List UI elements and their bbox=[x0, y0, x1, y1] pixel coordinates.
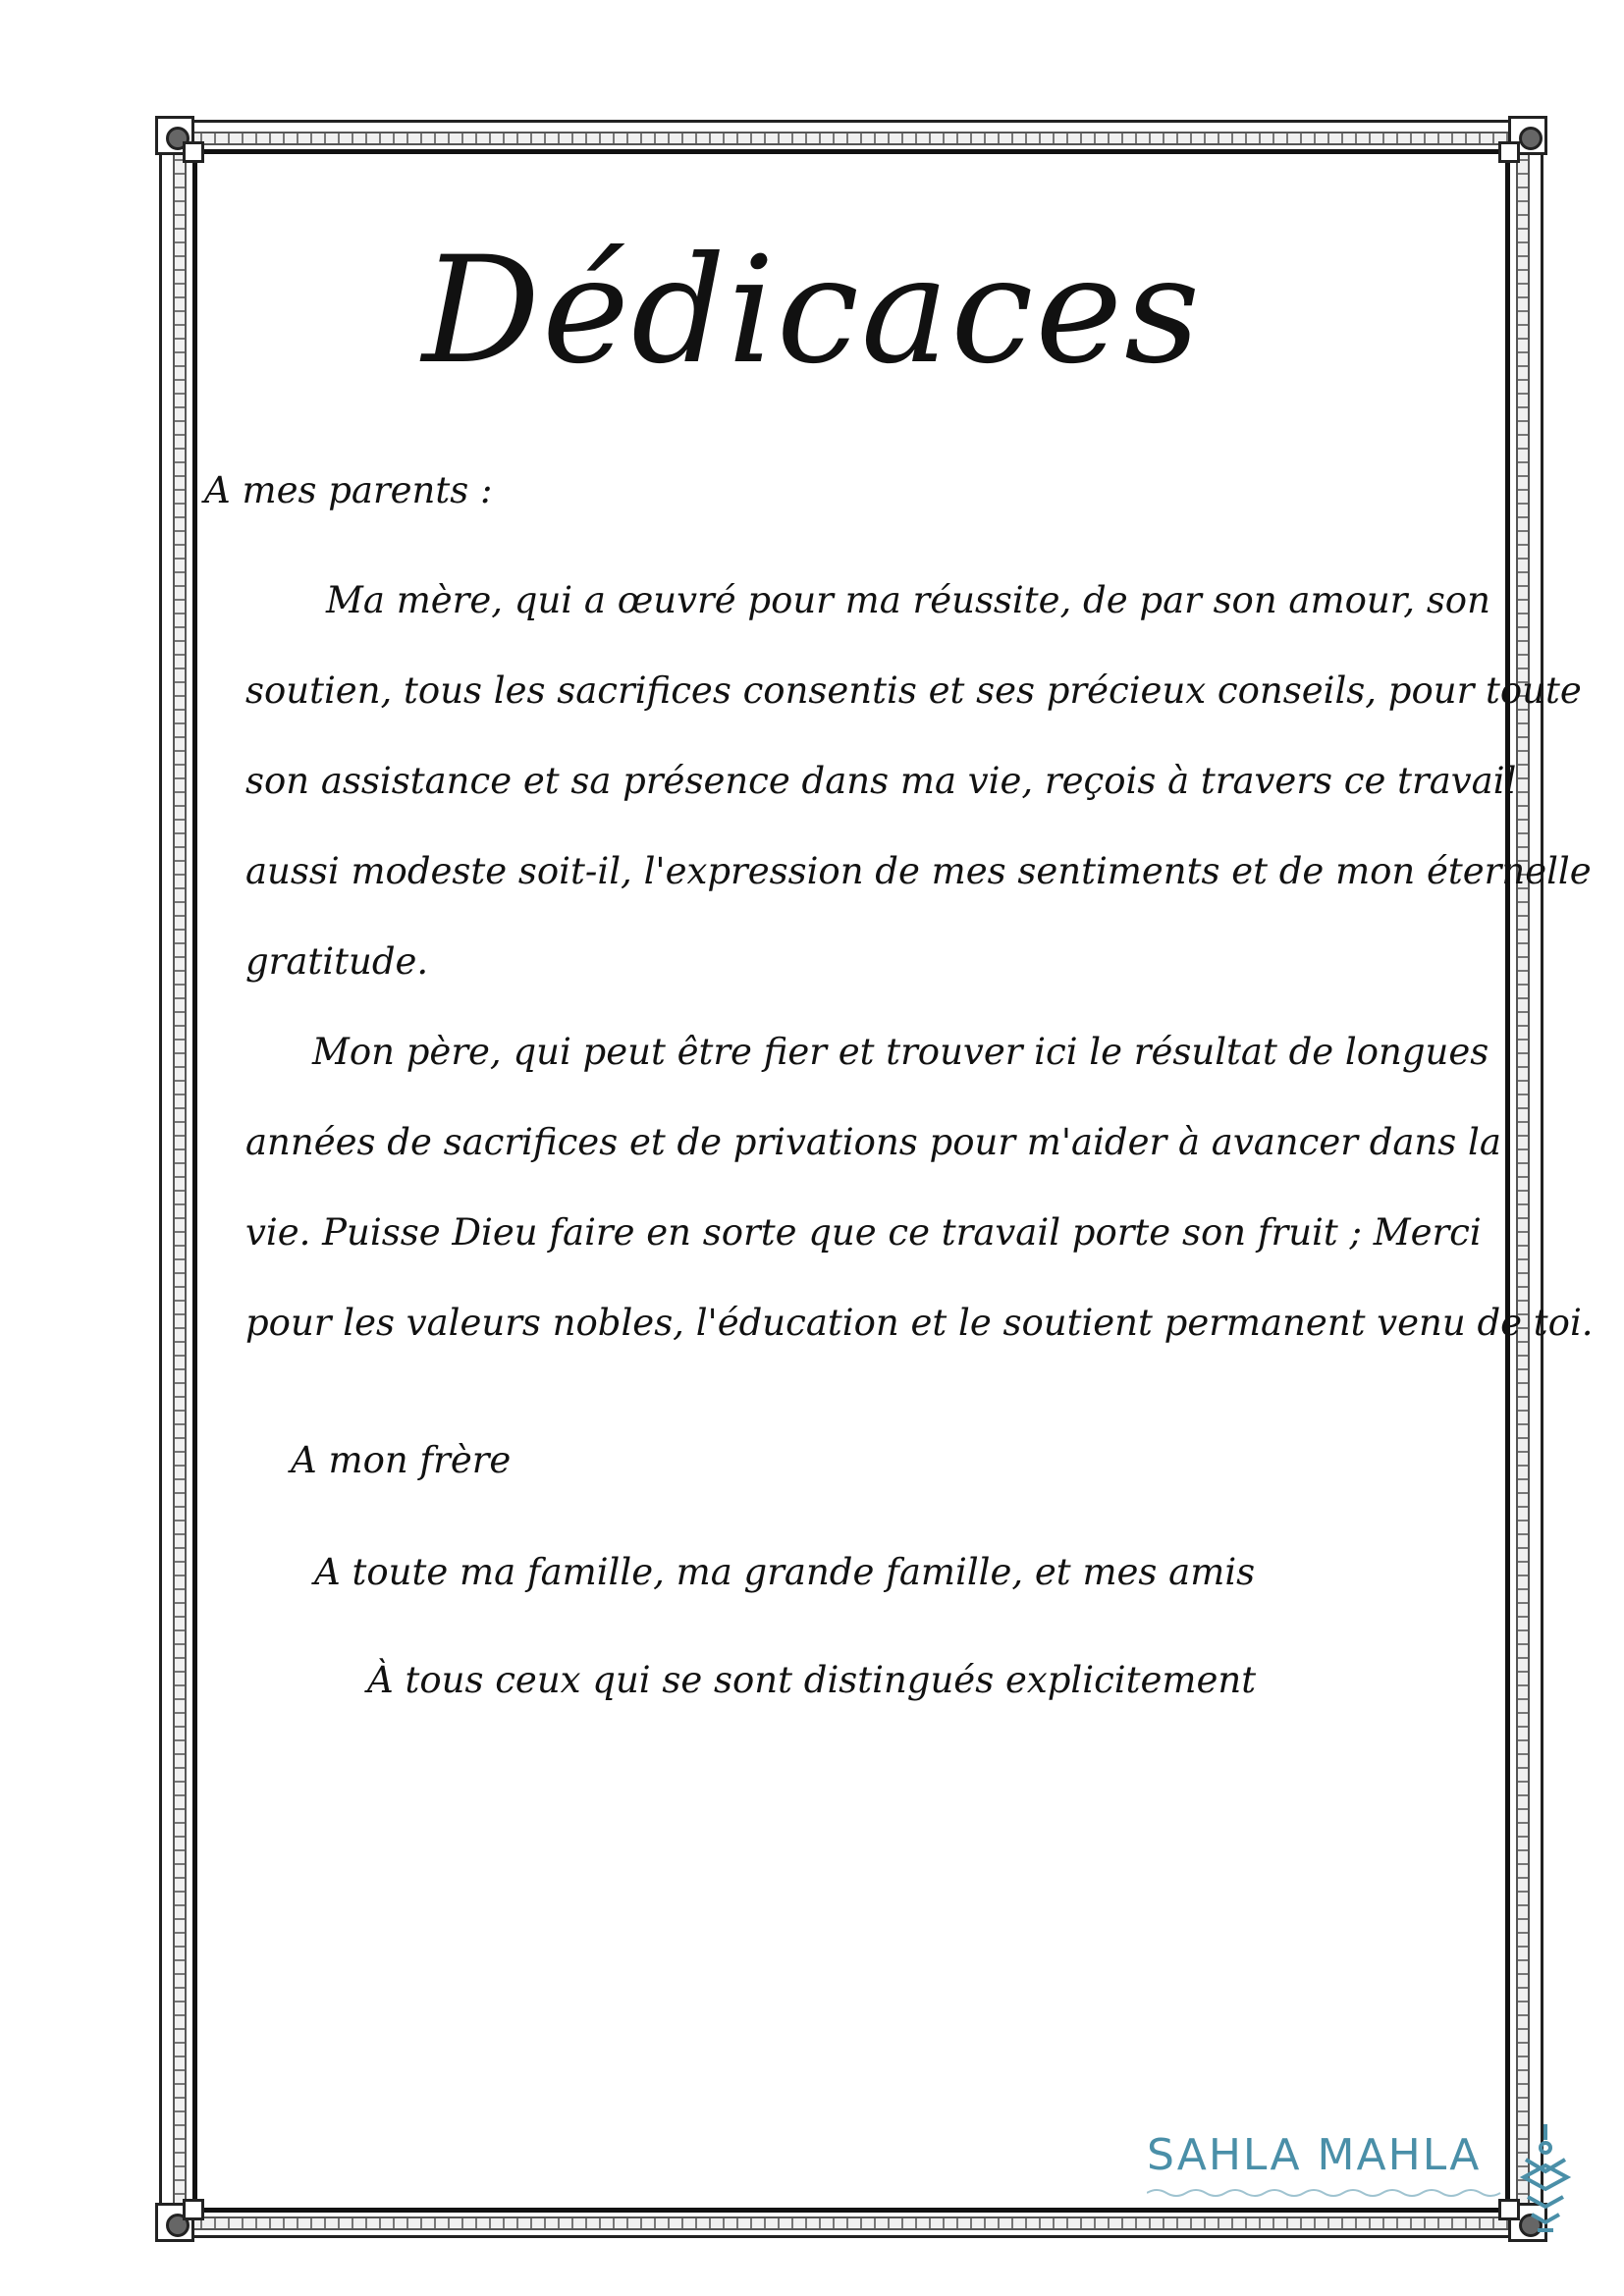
dedication-others: À tous ceux qui se sont distingués explicitement bbox=[367, 1659, 1257, 1701]
dedication-brother: A mon frère bbox=[291, 1439, 512, 1481]
paragraph-line: Mon père, qui peut être fier et trouver ici le résultat de longues bbox=[312, 1031, 1489, 1073]
paragraph-line: années de sacrifices et de privations pour m'aider à avancer dans la bbox=[245, 1121, 1501, 1163]
paragraph-line: Ma mère, qui a œuvré pour ma réussite, de par son amour, son bbox=[326, 579, 1490, 621]
page-border-inner bbox=[192, 149, 1510, 2213]
watermark-script-icon bbox=[1147, 2185, 1512, 2199]
corner-square-top-right bbox=[1498, 141, 1520, 163]
paragraph-line: gratitude. bbox=[245, 940, 429, 983]
watermark-logo bbox=[1147, 2130, 1579, 2238]
paragraph-line: pour les valeurs nobles, l'éducation et le soutient permanent venu de toi. bbox=[245, 1302, 1594, 1344]
corner-square-top-left bbox=[183, 141, 204, 163]
paragraph-line: vie. Puisse Dieu faire en sorte que ce travail porte son fruit ; Merci bbox=[245, 1211, 1482, 1254]
paragraph-line: soutien, tous les sacrifices consentis et ses précieux conseils, pour toute bbox=[245, 669, 1582, 712]
page-border-right-pattern bbox=[1516, 132, 1530, 2230]
corner-square-bottom-left bbox=[183, 2199, 204, 2220]
page-border-left-pattern bbox=[173, 132, 187, 2230]
paragraph-line: son assistance et sa présence dans ma vie, reçois à travers ce travail bbox=[245, 760, 1517, 802]
section-heading: A mes parents : bbox=[204, 469, 493, 511]
page-border-top-pattern bbox=[173, 132, 1530, 145]
calligraphy-emblem-icon bbox=[1516, 2120, 1575, 2238]
dedication-family: A toute ma famille, ma grande famille, et mes amis bbox=[314, 1551, 1256, 1593]
page-title: Dédicaces bbox=[421, 226, 1203, 397]
watermark-script-decoration bbox=[1147, 2185, 1512, 2199]
watermark-name: SAHLA MAHLA bbox=[1147, 2130, 1482, 2180]
paragraph-line: aussi modeste soit-il, l'expression de mes sentiments et de mon éternelle bbox=[245, 850, 1592, 892]
